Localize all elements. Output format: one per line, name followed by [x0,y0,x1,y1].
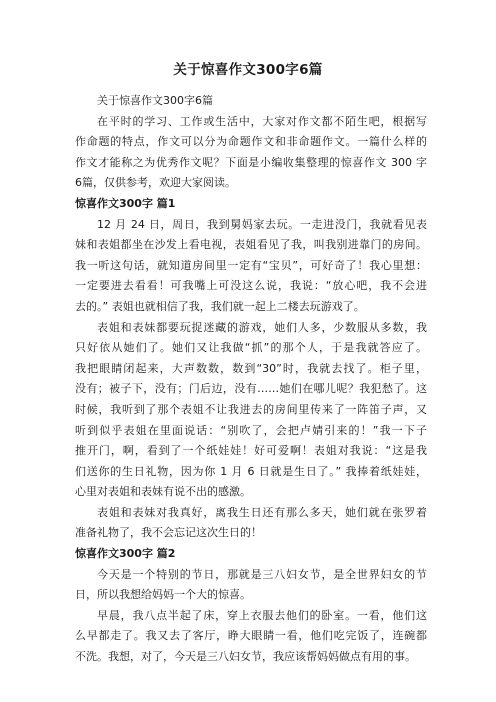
paragraph-line: 去的。” 表姐也就相信了我，我们就一起上二楼去玩游戏了。 [75,299,365,313]
paragraph-line: 日，所以我想给妈妈一个大的惊喜。 [75,588,251,602]
paragraph-line: 一定要进去看看！可我嘴上可没这么说，我说：“放心吧，我不会进 [75,279,427,293]
intro-line: 在平时的学习、工作或生活中，大家对作文都不陌生吧，根据写 [97,114,427,128]
paragraph-line: 12 月 24 日，周日，我到舅妈家去玩。一走进没门，我就看见表 [97,217,427,231]
paragraph-line: 心里对表姐和表妹有说不出的感激。 [75,485,251,499]
paragraph-line: 我把眼睛闭起来，大声数数，数到“30”时，我就去找了。柜子里， [75,361,427,375]
intro-line: 作命题的特点，作文可以分为命题作文和非命题作文。一篇什么样的 [75,135,427,149]
intro-line: 6篇，仅供参考，欢迎大家阅读。 [75,176,236,190]
paragraph-line: 早晨，我八点半起了床，穿上衣服去他们的卧室。一看，他们这 [97,608,427,622]
paragraph-line: 没有；被子下，没有；门后边，没有……她们在哪儿呢？我犯愁了。这 [75,382,427,396]
section-heading: 惊喜作文300字 篇2 [75,547,176,561]
section-heading: 惊喜作文300字 篇1 [75,196,176,210]
paragraph-line: 不洗。我想，对了，今天是三八妇女节，我应该帮妈妈做点有用的事。 [75,650,416,664]
paragraph-line: 听到似乎表姐在里面说话：“别吹了，会把卢婧引来的！”我一下子 [75,423,427,437]
paragraph-line: 们送你的生日礼物，因为你 1 月 6 日就是生日了。” 我捧着纸娃娃， [75,464,427,478]
document-title: 关于惊喜作文300字6篇 [173,62,323,78]
document-subtitle: 关于惊喜作文300字6篇 [97,94,213,107]
paragraph-line: 准备礼物了，我不会忘记这次生日的！ [75,526,262,540]
paragraph-line: 今天是一个特别的节日，那就是三八妇女节，是全世界妇女的节 [97,567,427,581]
paragraph-line: 么早都走了。我又去了客厅，睁大眼睛一看，他们吃完饭了，连碗都 [75,629,427,643]
document-body [75,91,427,668]
paragraph-line: 推开门，啊，看到了一个纸娃娃！好可爱啊！表姐对我说：“这是我 [75,444,427,458]
paragraph-line: 时候，我听到了那个表姐不让我进去的房间里传来了一阵笛子声，又 [75,402,427,416]
paragraph-line: 表姐和表妹对我真好，离我生日还有那么多天，她们就在张罗着 [97,505,427,519]
paragraph-line: 表姐和表妹都要玩捉迷藏的游戏，她们人多，少数服从多数，我 [97,320,427,334]
paragraph-line: 妹和表姐都坐在沙发上看电视，表姐看见了我，叫我别进靠门的房间。 [75,238,427,252]
paragraph-line: 我一听这句话，就知道房间里一定有“宝贝”，可好奇了！我心里想： [75,258,427,272]
intro-line: 作文才能称之为优秀作文呢？下面是小编收集整理的惊喜作文 300 字 [75,155,427,169]
paragraph-line: 只好依从她们了。她们又让我做“抓”的那个人，于是我就答应了。 [75,341,427,355]
